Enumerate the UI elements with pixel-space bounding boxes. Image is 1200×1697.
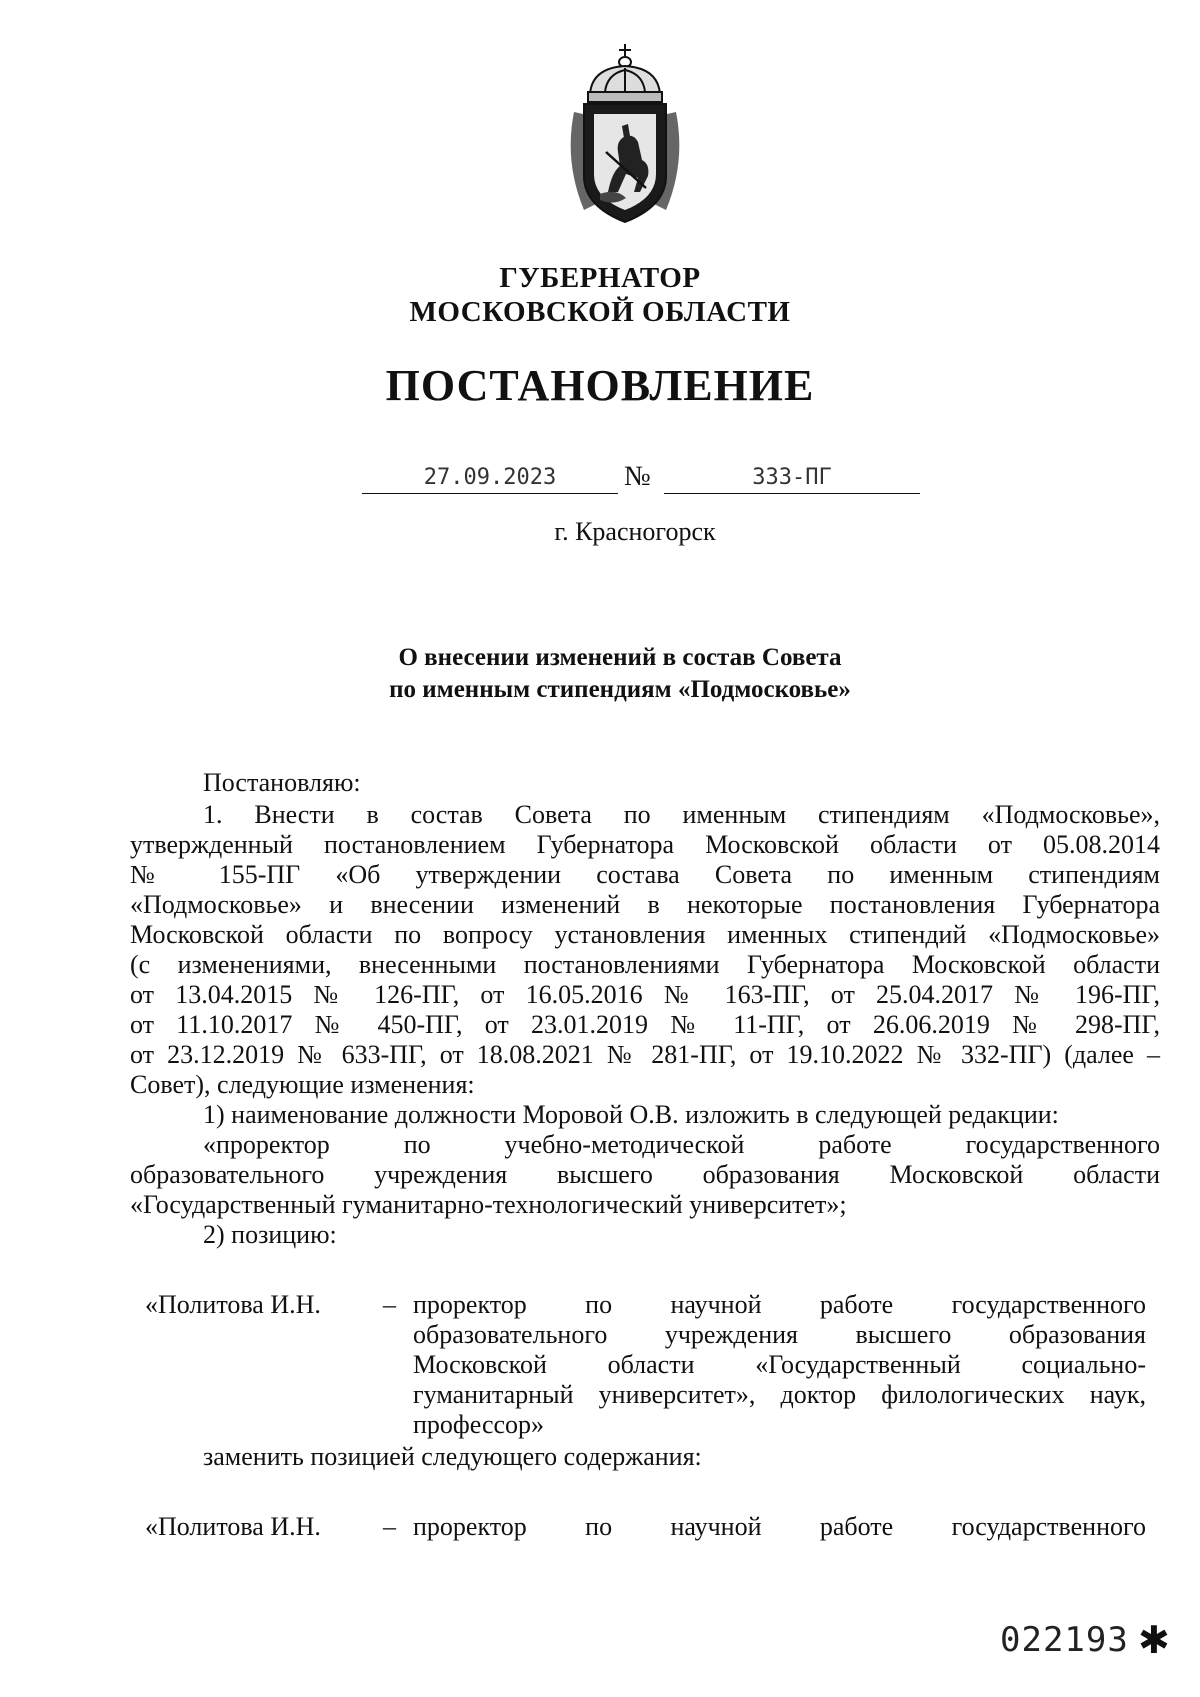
subitem-2: 2) позицию:: [203, 1220, 337, 1249]
resolve-word: Постановляю:: [203, 768, 361, 797]
number-sign: №: [624, 461, 651, 492]
item1-line: Московской области по вопросу установления именных стипендий «Подмосковье»: [130, 920, 1160, 949]
item1-line: «Подмосковье» и внесении изменений в некоторые постановления Губернатора: [130, 890, 1160, 919]
item1-line: от 23.12.2019 № 633-ПГ, от 18.08.2021 № 281-ПГ, от 19.10.2022 № 332-ПГ) (далее –: [130, 1040, 1160, 1069]
position-old-desc-line: гуманитарный университет», доктор филологических наук,: [413, 1380, 1146, 1409]
date-underline: [362, 493, 618, 494]
city: г. Красногорск: [554, 517, 716, 546]
position-old-dash: –: [383, 1290, 396, 1319]
subitem-1-quote-line: «проректор по учебно-методической работе государственного: [203, 1130, 1160, 1159]
subject-line-2: по именным стипендиям «Подмосковье»: [389, 676, 851, 703]
subject-line-1: О внесении изменений в состав Совета: [398, 644, 842, 671]
form-serial-number: 022193: [1000, 1620, 1129, 1660]
item1-line: Совет), следующие изменения:: [130, 1070, 475, 1099]
position-old-desc-line: проректор по научной работе государственного: [413, 1290, 1146, 1319]
replace-with: заменить позицией следующего содержания:: [203, 1442, 702, 1471]
item1-line: № 155-ПГ «Об утверждении состава Совета по именным стипендиям: [130, 860, 1160, 889]
position-new-name: «Политова И.Н.: [145, 1512, 321, 1541]
subitem-1-quote-line: «Государственный гуманитарно-технологический университет»;: [130, 1190, 847, 1219]
position-new-dash: –: [383, 1512, 396, 1541]
authority-region: МОСКОВСКОЙ ОБЛАСТИ: [409, 296, 791, 328]
number-underline: [664, 493, 920, 494]
position-old-name: «Политова И.Н.: [145, 1290, 321, 1319]
item1-line: (с изменениями, внесенными постановлениями Губернатора Московской области: [130, 950, 1160, 979]
number-field: [664, 462, 920, 494]
subitem-1-quote-line: образовательного учреждения высшего образования Московской области: [130, 1160, 1160, 1189]
item1-line: от 11.10.2017 № 450-ПГ, от 23.01.2019 № 11-ПГ, от 26.06.2019 № 298-ПГ,: [130, 1010, 1160, 1039]
position-old-desc-line: Московской области «Государственный социально-: [413, 1350, 1146, 1379]
position-old-desc-line: профессор»: [413, 1410, 545, 1439]
subitem-1: 1) наименование должности Моровой О.В. изложить в следующей редакции:: [203, 1100, 1059, 1129]
authority-title: ГУБЕРНАТОР: [499, 262, 701, 294]
date-value: 27.09.2023: [423, 465, 557, 490]
document-type: ПОСТАНОВЛЕНИЕ: [385, 361, 815, 410]
number-value: 333-ПГ: [752, 465, 832, 490]
date-field: [362, 462, 618, 494]
item1-line: от 13.04.2015 № 126-ПГ, от 16.05.2016 № 163-ПГ, от 25.04.2017 № 196-ПГ,: [130, 980, 1160, 1009]
item1-line: утвержденный постановлением Губернатора Московской области от 05.08.2014: [130, 830, 1160, 859]
position-old-desc-line: образовательного учреждения высшего образования: [413, 1320, 1146, 1349]
position-new-desc-line: проректор по научной работе государственного: [413, 1512, 1146, 1541]
coat-of-arms-emblem: [560, 42, 690, 228]
asterisk-mark-icon: ✱: [1138, 1620, 1170, 1662]
item1-line: 1. Внести в состав Совета по именным стипендиям «Подмосковье»,: [203, 800, 1160, 829]
